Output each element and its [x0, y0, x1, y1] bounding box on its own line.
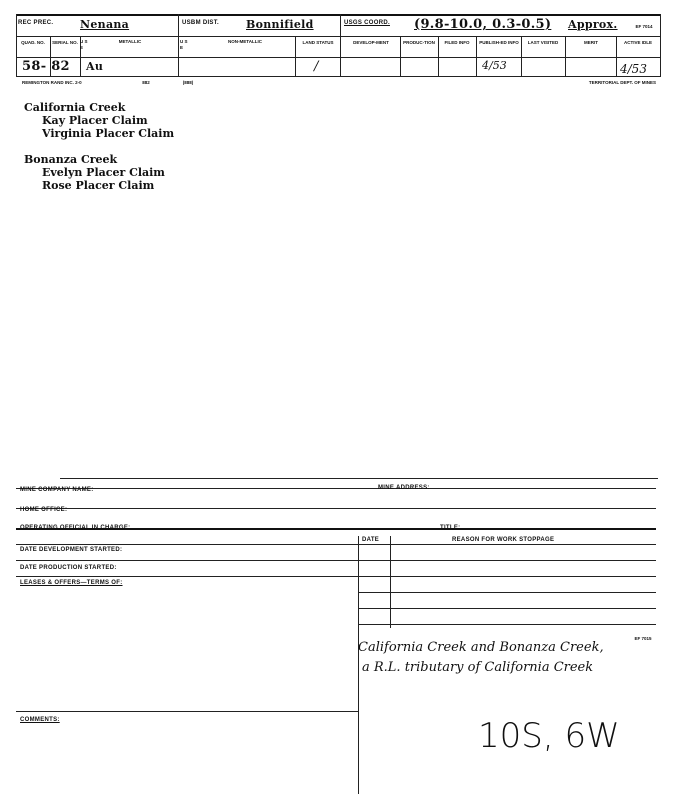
col-nonmetallic: NON-METALLIC: [228, 39, 262, 44]
date-label: DATE: [362, 537, 380, 543]
usbm-dist-label: USBM DIST.: [182, 20, 220, 26]
usbm-dist-value: Bonnifield: [246, 18, 314, 31]
col-land-status: LAND STATUS: [302, 40, 334, 45]
leases-offers-label: LEASES & OFFERS—TERMS OF:: [20, 580, 123, 586]
form-code: EF 7014: [635, 24, 653, 29]
col-published-info: PUBLISH-ED INFO: [479, 40, 519, 45]
col-serial-no: SERIAL NO.: [52, 40, 78, 45]
col-metallic-code: U S E: [80, 39, 88, 50]
form-code-2: EF 7015: [634, 636, 652, 641]
col-active-idle: ACTIVE IDLE: [623, 40, 652, 45]
creek-name: Bonanza Creek: [24, 153, 118, 166]
printer-code-2: (888): [182, 80, 194, 85]
usgs-coord-note: Approx.: [568, 18, 618, 31]
home-office-label: HOME OFFICE:: [20, 507, 68, 513]
claim-item: Rose Placer Claim: [42, 179, 155, 192]
printer-mark: REMINGTON RAND INC. 2-0: [22, 80, 82, 85]
printer-code: 882: [142, 80, 150, 85]
handwritten-line-1: California Creek and Bonanza Creek,: [358, 640, 604, 655]
col-development: DEVELOP-MENT: [353, 40, 389, 45]
mine-company-name-label: MINE COMPANY NAME:: [20, 487, 94, 493]
township-note: 10S, 6W: [478, 716, 620, 756]
col-filed-info: FILED INFO: [444, 40, 470, 45]
col-metallic: METALLIC: [118, 39, 142, 44]
comments-label: COMMENTS:: [20, 717, 60, 723]
work-stoppage-label: REASON FOR WORK STOPPAGE: [452, 537, 555, 543]
quad-serial-value: 58- 82: [22, 59, 70, 74]
date-production-label: DATE PRODUCTION STARTED:: [20, 565, 117, 571]
col-nonmetallic-code: U S E: [180, 39, 188, 50]
usgs-coord-label: USGS COORD.: [344, 20, 390, 26]
rec-prec-label: REC PREC.: [18, 20, 54, 26]
creek-name: California Creek: [24, 101, 126, 114]
active-idle-value: 4/53: [620, 62, 647, 76]
mine-address-label: MINE ADDRESS:: [378, 485, 430, 491]
handwritten-line-2: a R.L. tributary of California Creek: [362, 660, 594, 675]
published-info-value: 4/53: [482, 59, 507, 72]
col-merit: MERIT: [584, 40, 598, 45]
claim-item: Evelyn Placer Claim: [42, 166, 165, 179]
operating-official-label: OPERATING OFFICIAL IN CHARGE:: [20, 525, 131, 531]
claim-item: Virginia Placer Claim: [42, 127, 175, 140]
metallic-value: Au: [86, 60, 104, 73]
col-production: PRODUC-TION: [403, 40, 435, 45]
rec-prec-value: Nenana: [80, 18, 130, 31]
date-development-label: DATE DEVELOPMENT STARTED:: [20, 547, 123, 553]
title-label: TITLE:: [440, 525, 461, 531]
department-label: TERRITORIAL DEPT. OF MINES: [588, 80, 656, 85]
usgs-coord-value: (9.8-10.0, 0.3-0.5): [414, 17, 552, 32]
col-last-visited: LAST VISITED: [527, 40, 559, 45]
claim-item: Kay Placer Claim: [42, 114, 148, 127]
land-status-value: /: [314, 59, 319, 74]
col-quad-no: QUAD. NO.: [21, 40, 45, 45]
